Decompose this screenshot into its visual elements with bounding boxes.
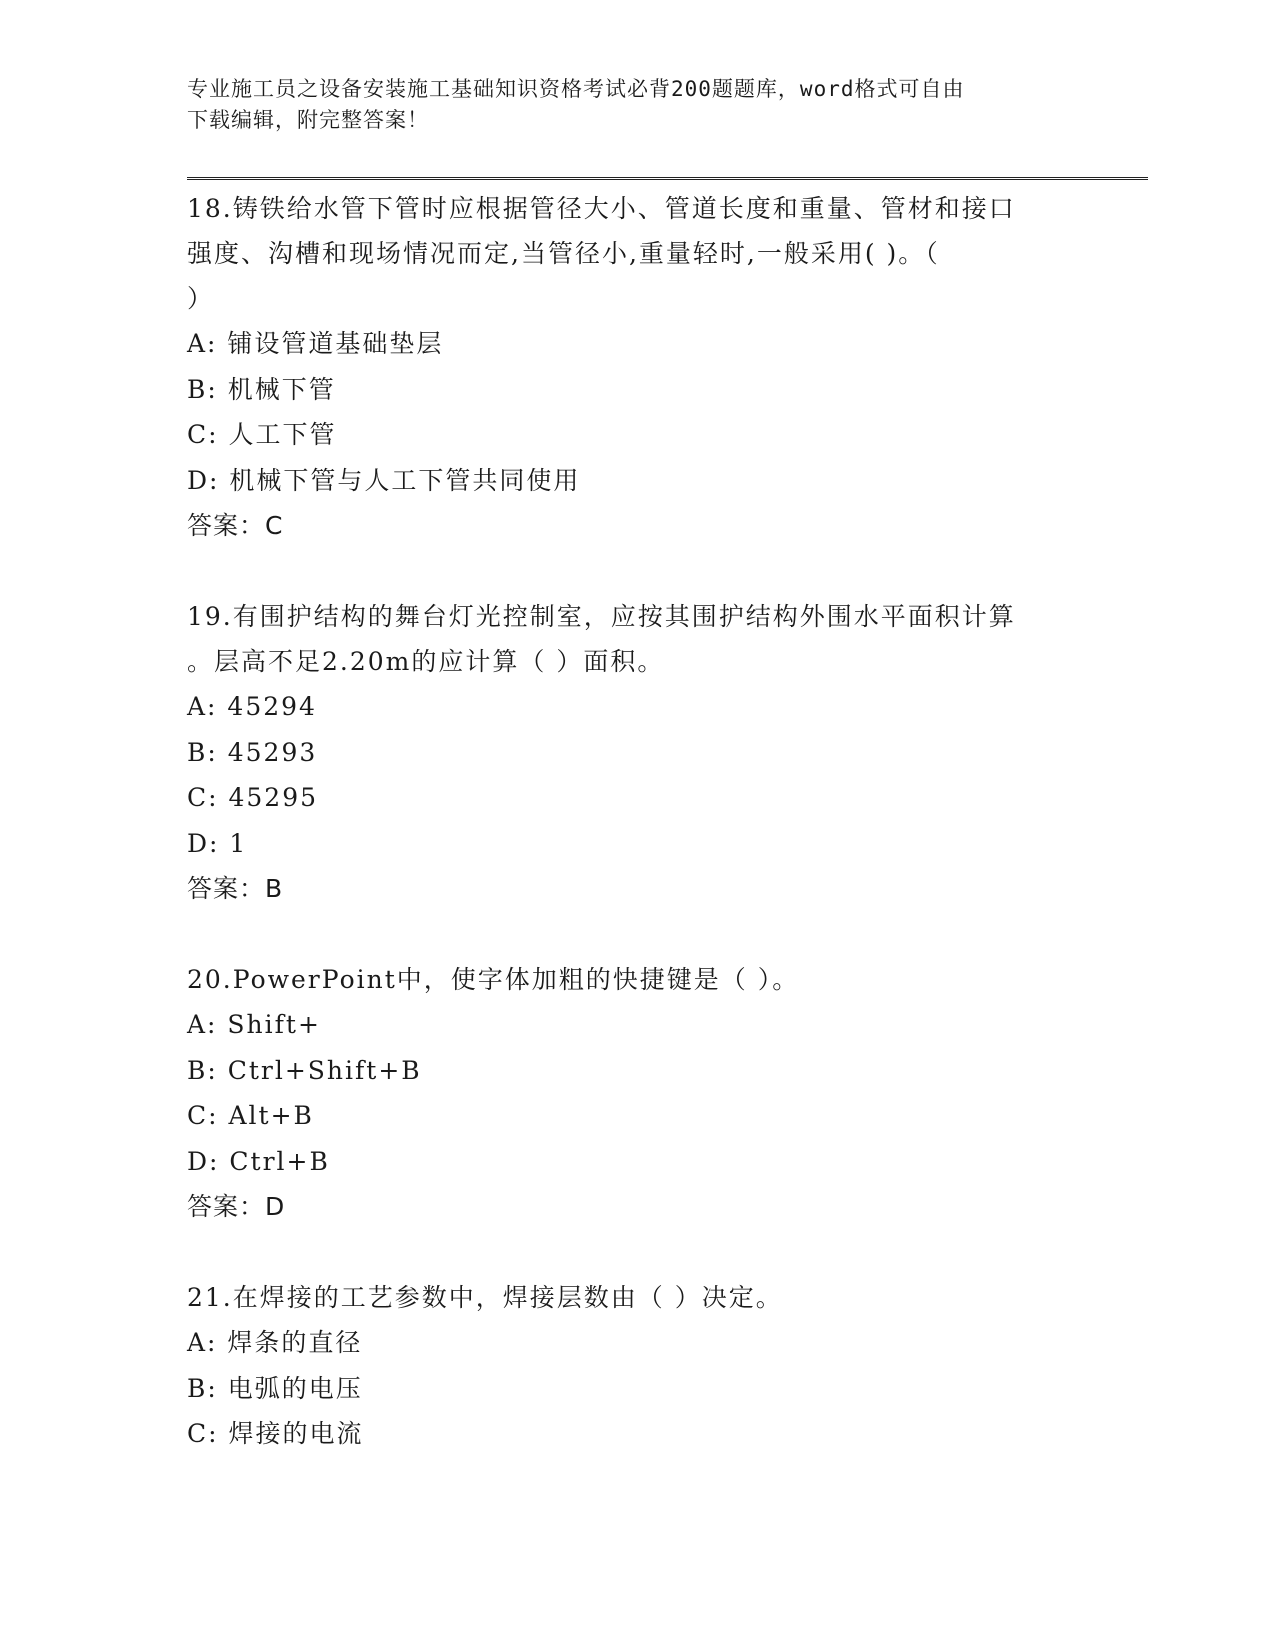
question-stem — [187, 957, 1087, 1002]
option-b: B: 电弧的电压 — [187, 1373, 363, 1403]
answer-text: 答案：D — [187, 1192, 286, 1221]
option-d: D: 1 — [187, 828, 248, 858]
question-stem-line: ） — [187, 284, 215, 313]
question-spacer — [187, 1229, 1087, 1275]
question-stem-line: 18.铸铁给水管下管时应根据管径大小、管道长度和重量、管材和接口 — [187, 194, 1016, 223]
question-stem-line: 强度、沟槽和现场情况而定,当管径小,重量轻时,一般采用( )。（ — [187, 239, 940, 268]
question-spacer — [187, 548, 1087, 594]
question-stem — [187, 1275, 1087, 1320]
question-spacer — [187, 911, 1087, 957]
header-title-line-1: 专业施工员之设备安装施工基础知识资格考试必背200题题库，word格式可自由 — [187, 77, 965, 101]
option-a: A: 铺设管道基础垫层 — [187, 329, 444, 358]
question-stem — [187, 186, 1087, 321]
option-a: A: Shift+ — [187, 1010, 321, 1039]
question-stem — [187, 594, 1087, 684]
question-stem-line: 。层高不足2.20m的应计算（ ）面积。 — [187, 647, 665, 676]
option-c: C: 焊接的电流 — [187, 1419, 364, 1448]
answer-text: 答案：B — [187, 874, 284, 903]
option-c: C: Alt+B — [187, 1101, 314, 1130]
question-stem-line: 20.PowerPoint中，使字体加粗的快捷键是（ ）。 — [187, 965, 800, 994]
question-list — [187, 186, 1087, 1457]
question-20 — [187, 957, 1087, 1229]
option-d: D: Ctrl+B — [187, 1146, 330, 1176]
option-c: C: 人工下管 — [187, 420, 337, 449]
question-19 — [187, 594, 1087, 911]
option-a: A: 焊条的直径 — [187, 1328, 363, 1357]
question-stem-line: 21.在焊接的工艺参数中，焊接层数由（ ）决定。 — [187, 1283, 783, 1312]
option-a: A: 45294 — [187, 692, 317, 721]
answer-text: 答案：C — [187, 511, 284, 540]
option-b: B: 机械下管 — [187, 374, 336, 404]
option-b: B: 45293 — [187, 737, 318, 767]
question-stem-line: 19.有围护结构的舞台灯光控制室，应按其围护结构外围水平面积计算 — [187, 602, 1016, 631]
question-21 — [187, 1275, 1087, 1457]
option-c: C: 45295 — [187, 783, 319, 812]
question-18 — [187, 186, 1087, 548]
header-title-line-2: 下载编辑，附完整答案！ — [187, 108, 429, 132]
option-b: B: Ctrl+Shift+B — [187, 1055, 422, 1085]
header-divider — [187, 177, 1148, 180]
option-d: D: 机械下管与人工下管共同使用 — [187, 465, 581, 495]
document-header — [187, 74, 1087, 136]
